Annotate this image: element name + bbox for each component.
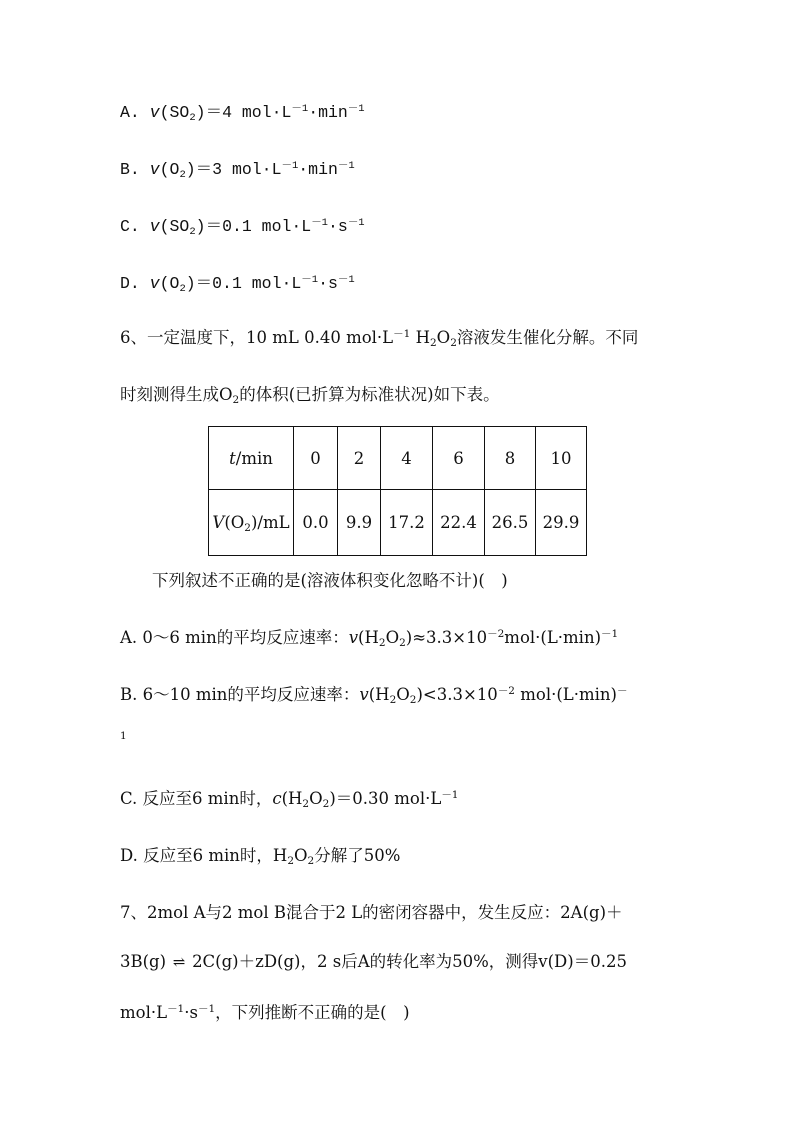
value-text: ＝3 mol·L — [195, 160, 282, 179]
unit-text: ·s — [328, 217, 348, 236]
rate-symbol: v — [359, 685, 369, 704]
table-cell: 10 — [536, 427, 587, 490]
volume-time-table — [208, 426, 587, 556]
option-label: C. — [120, 789, 138, 808]
formula-text: (H — [358, 628, 379, 647]
subscript: 2 — [450, 337, 457, 349]
formula-text: ) — [195, 217, 206, 236]
superscript: －1 — [601, 628, 619, 640]
option-label: C. — [120, 217, 140, 236]
q6-option-b — [120, 681, 627, 705]
q7-stem-line-2 — [120, 948, 627, 972]
value-text: ＝0.1 mol·L — [195, 274, 302, 293]
superscript: －1 — [281, 160, 299, 172]
formula-text: O — [396, 685, 410, 704]
subscript: 2 — [179, 283, 186, 295]
table-row-time — [209, 427, 587, 490]
rate-symbol: v — [149, 274, 160, 293]
subscript: 2 — [322, 798, 330, 810]
option-text: 分解了50% — [314, 846, 401, 865]
q6-stem-line-2 — [120, 381, 500, 405]
concentration-symbol: c — [272, 789, 282, 808]
rate-symbol: v — [348, 628, 359, 647]
rate-symbol: v — [149, 160, 160, 179]
q6-option-b-wrap: 1 — [120, 730, 127, 742]
superscript: －1 — [197, 1003, 216, 1015]
option-text: 反应至6 min时，H — [143, 846, 288, 865]
stem-text: H — [410, 328, 430, 347]
unit-text: /min — [235, 448, 273, 468]
table-cell: 29.9 — [536, 490, 587, 556]
stem-text: 2C(g)＋zD(g)，2 s后A的转化率为50%，测得v(D)＝0.25 — [192, 952, 627, 971]
subscript: 2 — [287, 855, 295, 867]
option-label: B. — [120, 160, 140, 179]
stem-text: 3B(g) — [120, 952, 167, 971]
subscript: 2 — [302, 798, 310, 810]
formula-text: (H — [281, 789, 303, 808]
formula-text: O — [294, 846, 308, 865]
q6-option-c — [120, 785, 459, 809]
superscript: －1 — [291, 103, 309, 115]
formula-text: ) — [185, 274, 196, 293]
table-cell: 26.5 — [485, 490, 536, 556]
superscript: －1 — [441, 789, 459, 801]
stem-text: 6、一定温度下，10 mL 0.40 mol·L — [120, 328, 394, 347]
table-cell: 2 — [338, 427, 381, 490]
q6-question: 下列叙述不正确的是(溶液体积变化忽略不计)( ) — [152, 571, 508, 590]
stem-text: mol·L — [120, 1003, 168, 1022]
subscript: 2 — [389, 694, 397, 706]
q5-option-a — [120, 98, 365, 122]
unit-text: mol·(L·min) — [515, 685, 617, 704]
superscript: －1 — [347, 217, 365, 229]
subscript: 2 — [399, 637, 406, 649]
time-symbol: t — [229, 448, 236, 468]
formula-text: (O — [224, 513, 245, 532]
option-label: D. — [120, 846, 138, 865]
q5-option-b — [120, 155, 355, 179]
table-header-volume — [209, 490, 294, 556]
option-text: 6～10 min的平均反应速率： — [142, 685, 360, 704]
option-label: D. — [120, 274, 140, 293]
q5-option-d — [120, 269, 355, 293]
subscript: 2 — [378, 637, 386, 649]
rate-symbol: v — [149, 103, 160, 122]
stem-text: ·s — [184, 1003, 198, 1022]
unit-text: )/mL — [250, 513, 290, 532]
formula-text: (O — [159, 160, 180, 179]
unit-text: ·s — [318, 274, 338, 293]
formula-text: (SO — [159, 217, 190, 236]
formula-text: ) — [405, 628, 413, 647]
q7-stem-line-1: 7、2mol A与2 mol B混合于2 L的密闭容器中，发生反应：2A(g)＋ — [120, 903, 623, 922]
formula-text: (O — [159, 274, 180, 293]
option-label: A. — [120, 628, 138, 647]
stem-text: 时刻测得生成O — [120, 385, 233, 404]
option-label: B. — [120, 685, 138, 704]
subscript: 2 — [189, 112, 196, 124]
subscript: 2 — [307, 855, 315, 867]
table-cell: 8 — [485, 427, 536, 490]
table-header-time — [209, 427, 294, 490]
value-text: ＝4 mol·L — [205, 103, 292, 122]
option-text: 反应至6 min时， — [142, 789, 273, 808]
subscript: 2 — [189, 226, 196, 238]
volume-symbol: V — [212, 513, 225, 532]
table-row-volume — [209, 490, 587, 556]
table-cell: 0.0 — [294, 490, 338, 556]
unit-text: mol·(L·min) — [504, 628, 602, 647]
subscript: 2 — [429, 337, 437, 349]
formula-text: ) — [195, 103, 206, 122]
superscript: －1 — [393, 328, 411, 340]
subscript: 2 — [244, 522, 251, 534]
superscript: －2 — [487, 628, 505, 640]
q7-stem-line-3 — [120, 999, 410, 1023]
superscript: －1 — [167, 1003, 185, 1015]
superscript: －1 — [301, 274, 319, 286]
rate-symbol: v — [149, 217, 160, 236]
equilibrium-arrow-icon: ⇌ — [172, 953, 186, 971]
table-cell: 9.9 — [338, 490, 381, 556]
formula-text: O — [309, 789, 323, 808]
superscript: －1 — [347, 103, 365, 115]
stem-text: ，下列推断不正确的是( ) — [215, 1003, 410, 1022]
unit-text: ·min — [298, 160, 338, 179]
table-cell: 4 — [381, 427, 433, 490]
value-text: ≈3.3×10 — [412, 628, 488, 647]
table-cell: 6 — [433, 427, 485, 490]
superscript: －2 — [497, 685, 515, 697]
stem-text: 的体积(已折算为标准状况)如下表。 — [239, 385, 500, 404]
superscript: －1 — [337, 160, 355, 172]
q6-option-d — [120, 842, 400, 866]
subscript: 2 — [409, 694, 417, 706]
superscript: －1 — [337, 274, 355, 286]
value-text: <3.3×10 — [422, 685, 498, 704]
formula-text: ) — [185, 160, 196, 179]
option-text: 0～6 min的平均反应速率： — [142, 628, 349, 647]
stem-text: O — [436, 328, 451, 347]
value-text: ＝0.1 mol·L — [205, 217, 312, 236]
q6-stem-line-1 — [120, 324, 638, 348]
value-text: ＝0.30 mol·L — [335, 789, 442, 808]
table-cell: 0 — [294, 427, 338, 490]
option-label: A. — [120, 103, 140, 122]
formula-text: ) — [329, 789, 336, 808]
superscript: － — [616, 685, 628, 697]
table-cell: 22.4 — [433, 490, 485, 556]
stem-text: 溶液发生催化分解。不同 — [456, 328, 639, 347]
subscript: 2 — [232, 394, 240, 406]
subscript: 2 — [179, 169, 186, 181]
q6-option-a — [120, 624, 618, 648]
superscript: －1 — [311, 217, 328, 229]
formula-text: (H — [368, 685, 390, 704]
formula-text: (SO — [159, 103, 190, 122]
formula-text: ) — [416, 685, 423, 704]
unit-text: ·min — [308, 103, 348, 122]
formula-text: O — [385, 628, 400, 647]
q5-option-c — [120, 212, 365, 236]
table-cell: 17.2 — [381, 490, 433, 556]
